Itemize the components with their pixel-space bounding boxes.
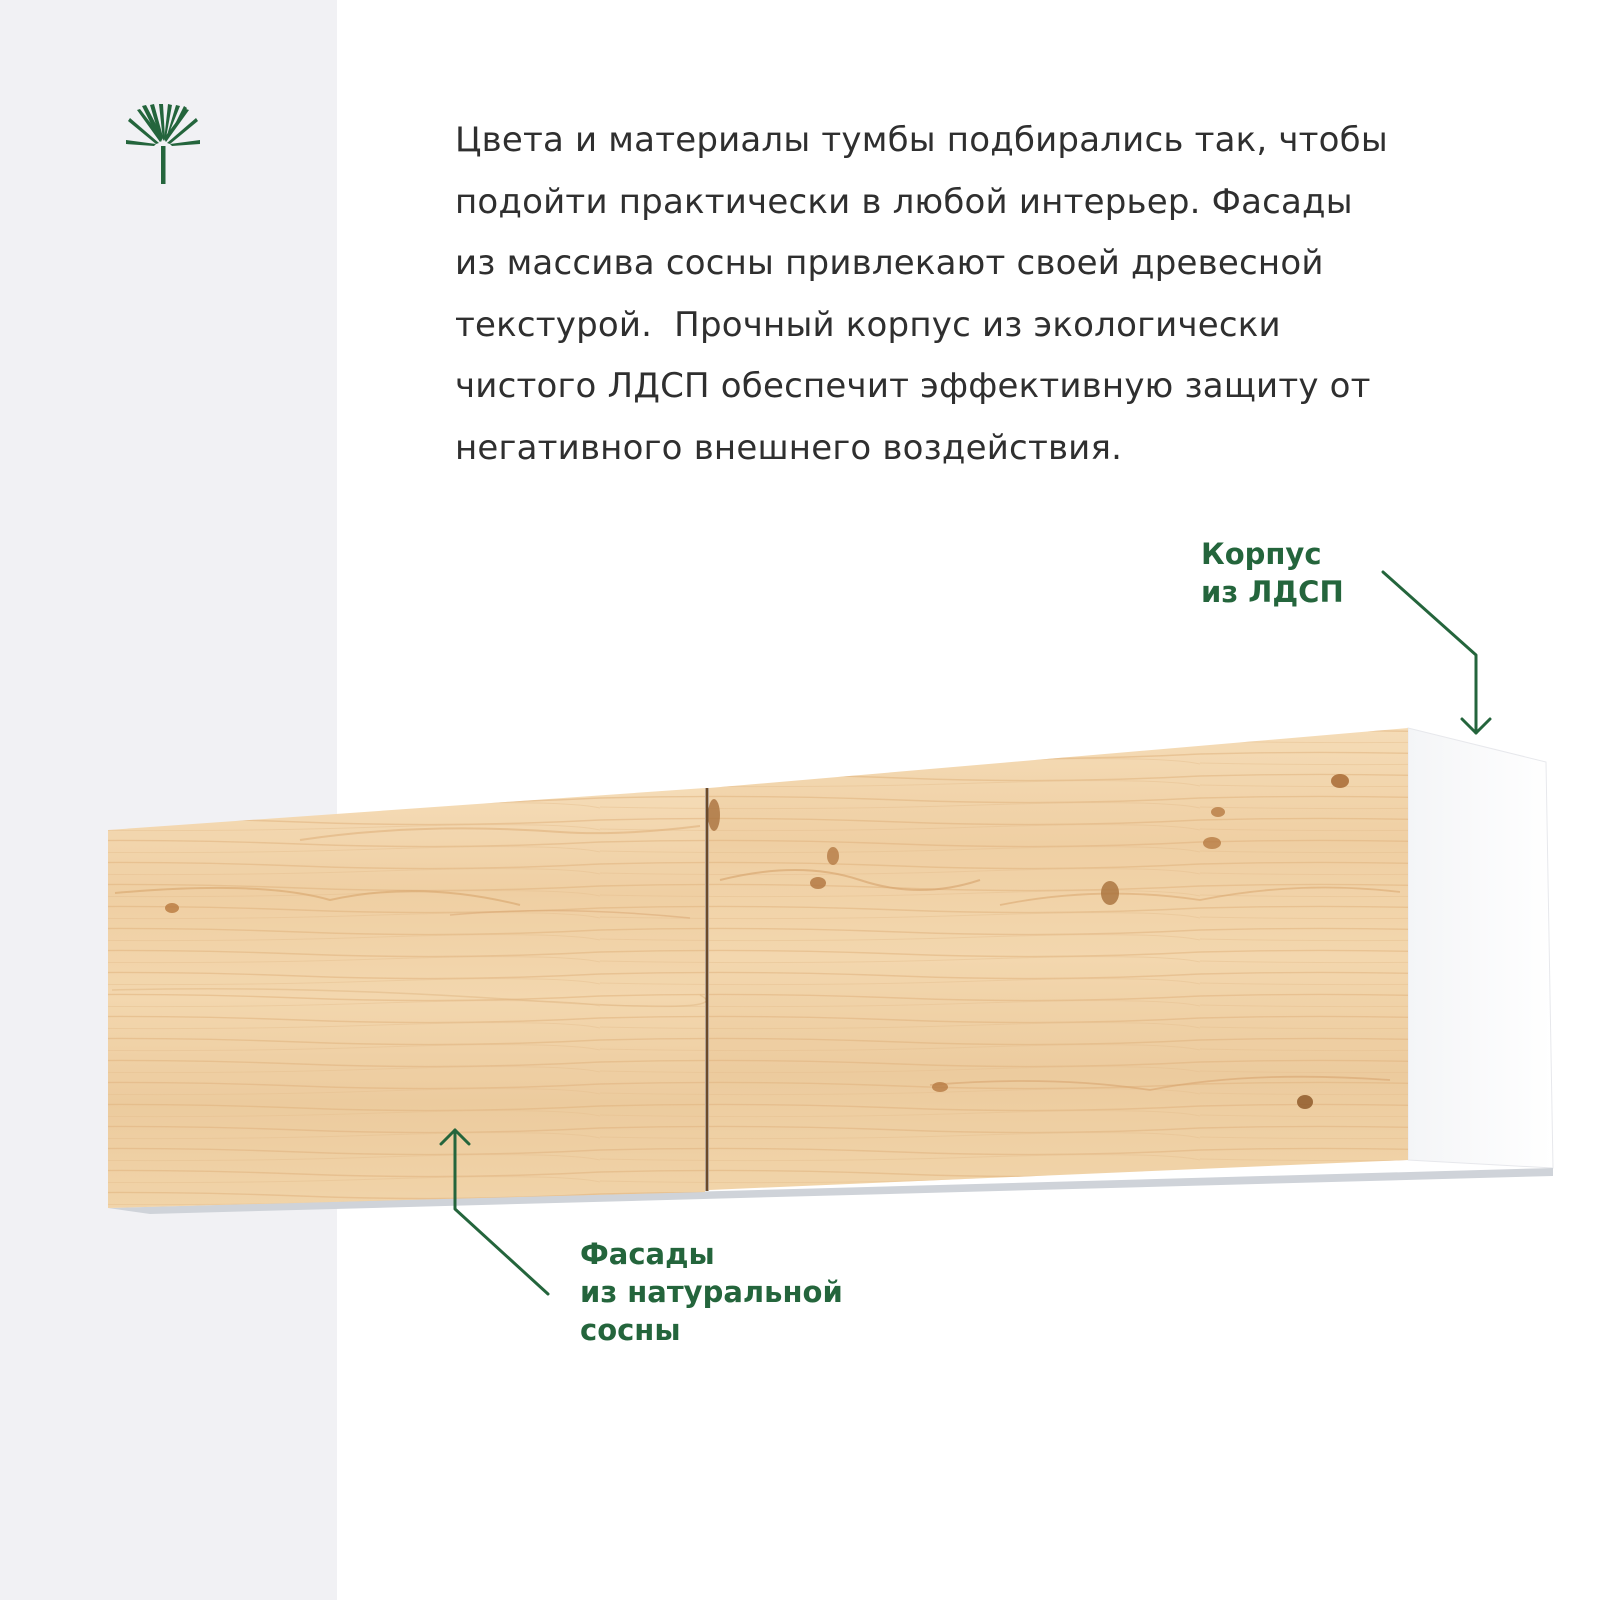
callout-line: Фасады [580,1237,715,1271]
description-line: Цвета и материалы тумбы подбирались так, чтобы [455,120,1388,160]
body-material-callout [1201,535,1344,611]
body-callout-arrow [1383,572,1490,733]
facade-material-callout [580,1235,843,1349]
description-line: подойти практически в любой интерьер. Фасады [455,181,1353,222]
description-line: из массива сосны привлекают своей древесной [455,243,1324,283]
description-line: текстурой. Прочный корпус из экологически [455,304,1281,345]
left-facade-panel [108,788,706,1208]
callout-line: из ЛДСП [1201,575,1344,609]
callout-line: из натуральной [580,1275,843,1309]
callout-line: сосны [580,1313,681,1347]
right-facade-panel [708,728,1408,1190]
callout-line: Корпус [1201,537,1322,571]
description-line: чистого ЛДСП обеспечит эффективную защиту от [455,366,1371,406]
description-line: негативного внешнего воздействия. [455,427,1123,468]
